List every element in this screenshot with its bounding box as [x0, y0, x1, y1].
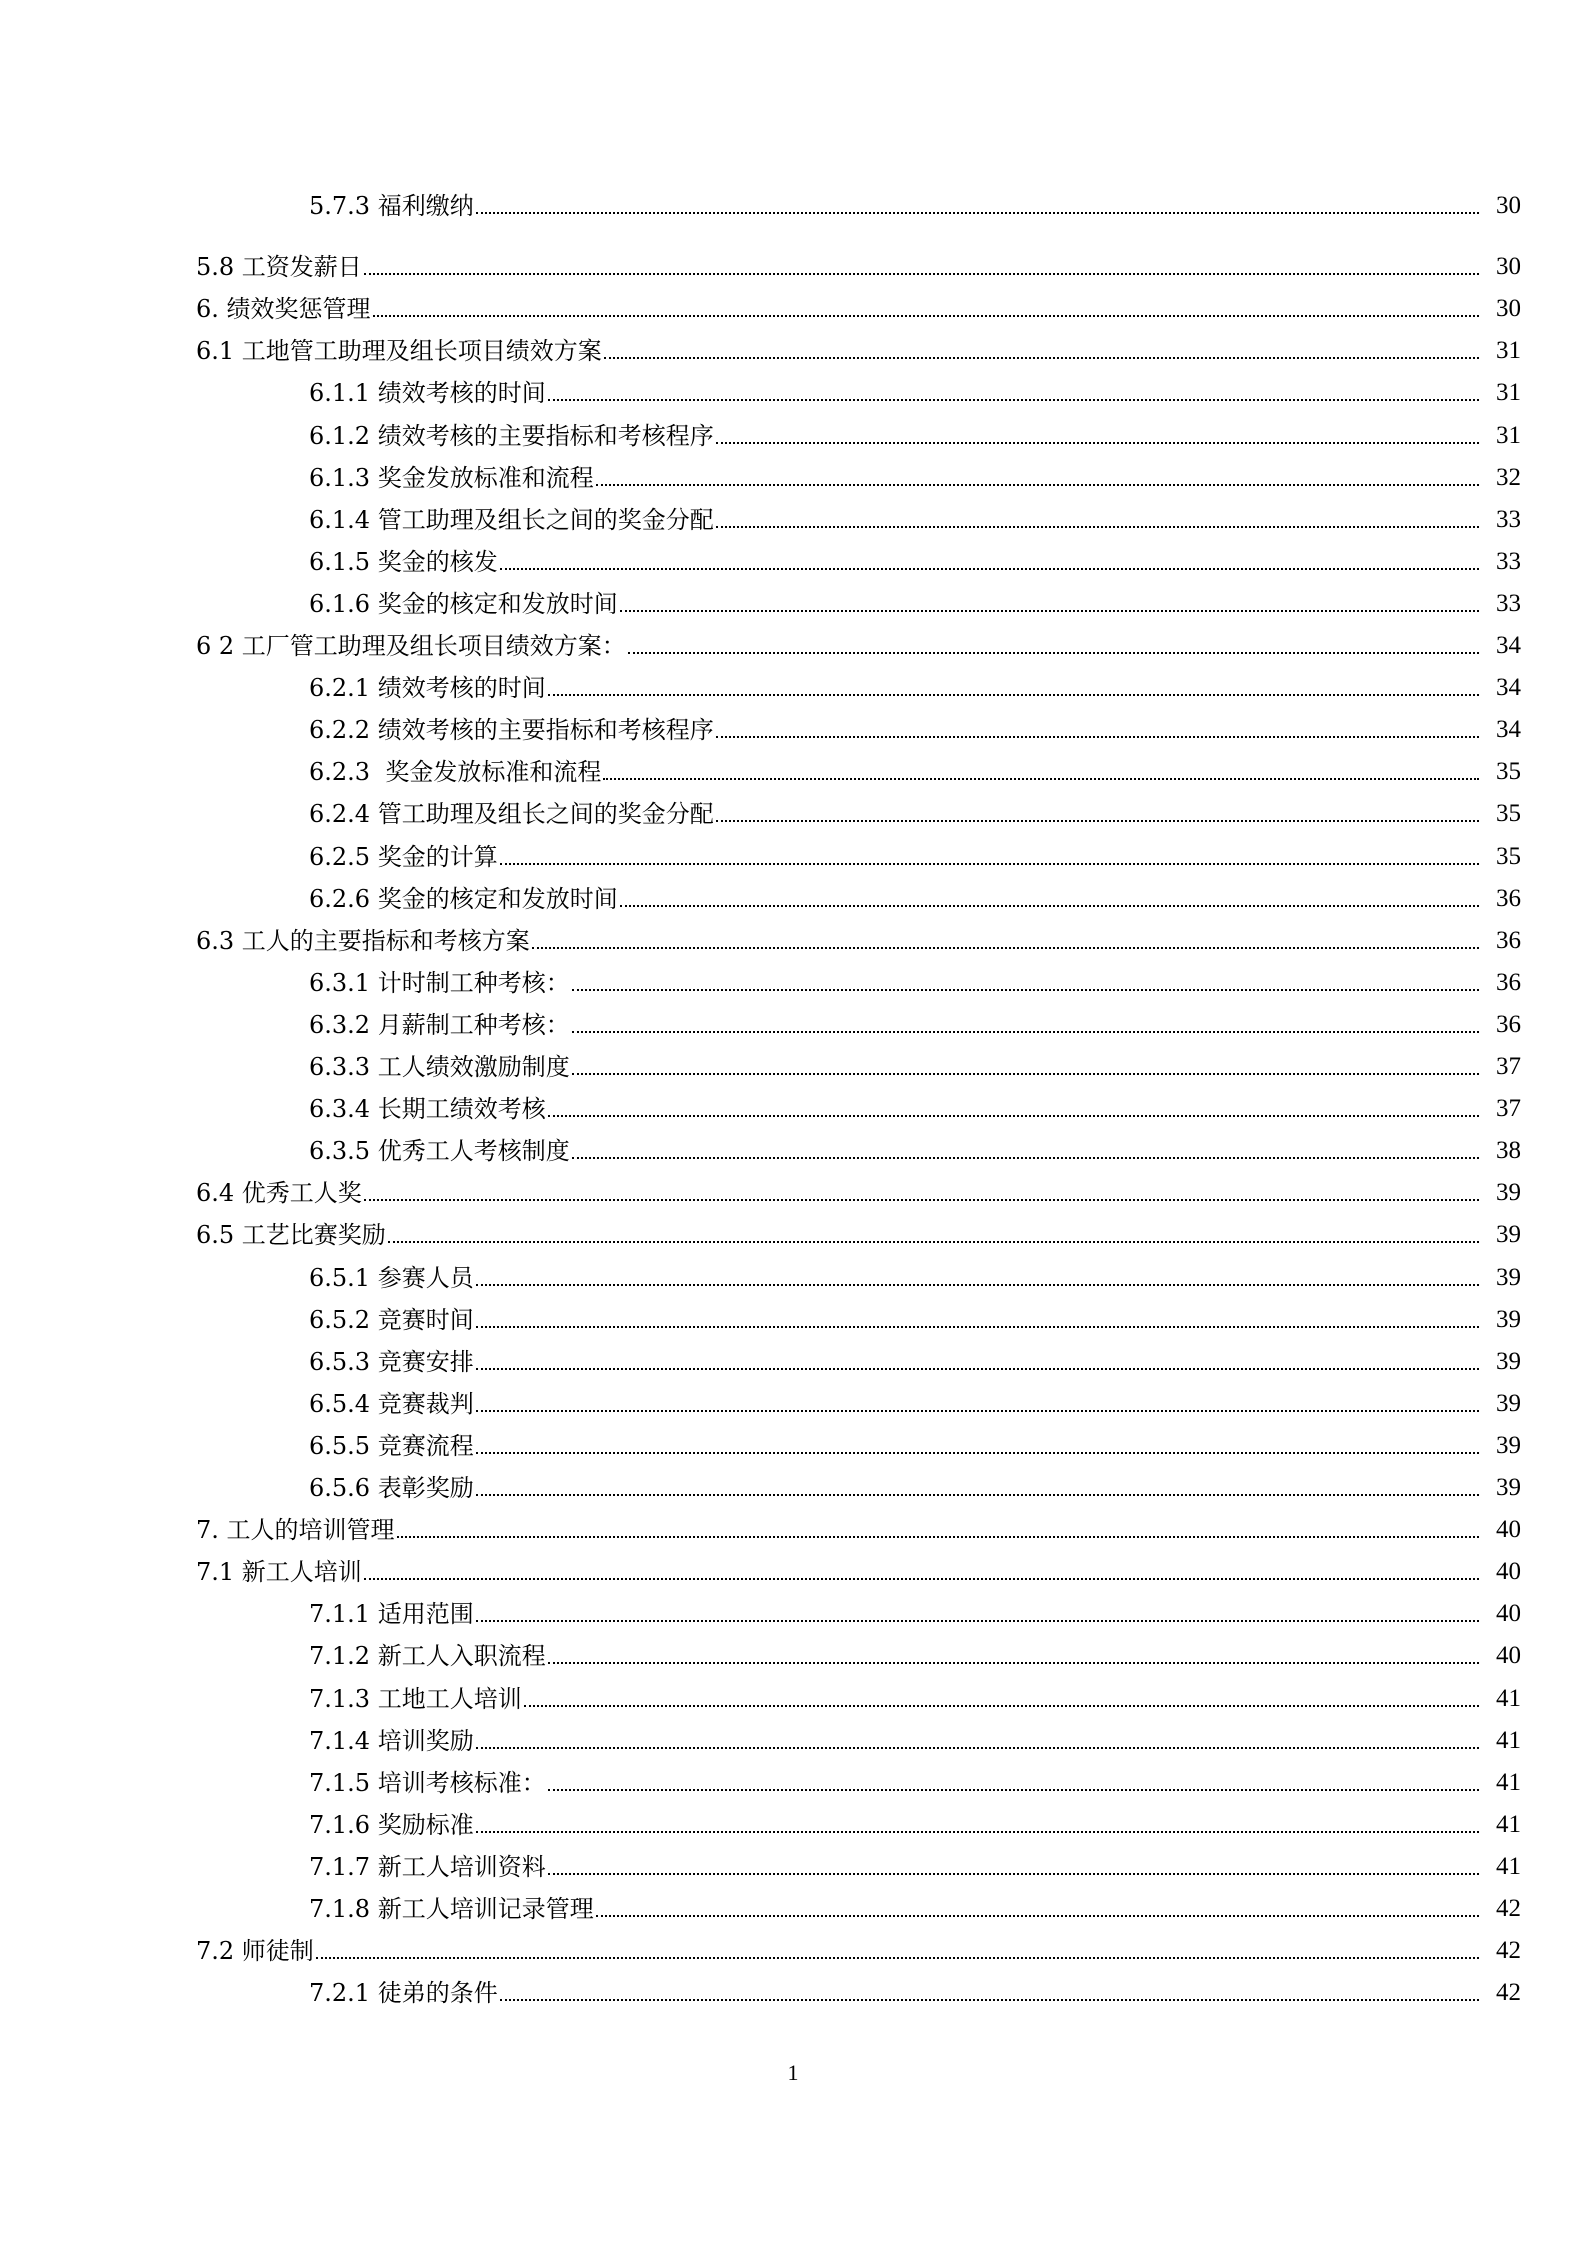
- toc-entry-page: 36: [1496, 885, 1521, 912]
- toc-entry-page: 33: [1496, 590, 1521, 617]
- toc-entry[interactable]: [196, 249, 1521, 285]
- dot-leader: [500, 863, 1479, 865]
- toc-entry-page: 30: [1496, 192, 1521, 219]
- toc-entry[interactable]: [196, 628, 1521, 664]
- toc-entry-title: 6. 绩效奖惩管理: [196, 295, 371, 323]
- toc-entry-title: 6.5.5 竞赛流程: [309, 1432, 474, 1460]
- toc-entry-page: 35: [1496, 800, 1521, 827]
- dot-leader: [500, 1999, 1479, 2001]
- toc-entry-title: 6.5 工艺比赛奖励: [196, 1221, 386, 1249]
- toc-entry-title: 6.3.5 优秀工人考核制度: [309, 1137, 570, 1165]
- toc-entry[interactable]: [309, 418, 1521, 454]
- toc-entry-page: 39: [1496, 1264, 1521, 1291]
- toc-entry[interactable]: [309, 1681, 1521, 1717]
- toc-entry-page: 34: [1496, 716, 1521, 743]
- dot-leader: [620, 905, 1479, 907]
- toc-entry-page: 33: [1496, 506, 1521, 533]
- toc-entry[interactable]: [309, 1302, 1521, 1338]
- toc-entry-title: 6.1 工地管工助理及组长项目绩效方案: [196, 337, 602, 365]
- toc-entry-title: 6.3.2 月薪制工种考核：: [309, 1011, 570, 1039]
- toc-entry-page: 41: [1496, 1685, 1521, 1712]
- toc-entry-page: 40: [1496, 1558, 1521, 1585]
- toc-entry[interactable]: [309, 1133, 1521, 1169]
- toc-entry[interactable]: [309, 502, 1521, 538]
- toc-entry-title: 6.2.3 奖金发放标准和流程: [309, 758, 602, 786]
- toc-entry[interactable]: [309, 1807, 1521, 1843]
- dot-leader: [364, 1578, 1479, 1580]
- toc-entry-page: 37: [1496, 1095, 1521, 1122]
- toc-entry-page: 39: [1496, 1432, 1521, 1459]
- dot-leader: [572, 1157, 1479, 1159]
- dot-leader: [476, 1494, 1479, 1496]
- toc-entry[interactable]: [309, 881, 1521, 917]
- toc-entry[interactable]: [309, 1344, 1521, 1380]
- toc-entry-title: 5.7.3 福利缴纳: [309, 192, 474, 220]
- toc-entry-title: 7.1.1 适用范围: [309, 1600, 474, 1628]
- toc-entry-page: 40: [1496, 1642, 1521, 1669]
- toc-entry-page: 39: [1496, 1474, 1521, 1501]
- toc-entry-page: 38: [1496, 1137, 1521, 1164]
- toc-entry[interactable]: [309, 460, 1521, 496]
- dot-leader: [476, 1452, 1479, 1454]
- toc-entry-title: 6.3.1 计时制工种考核：: [309, 969, 570, 997]
- toc-entry[interactable]: [196, 291, 1521, 327]
- dot-leader: [388, 1241, 1479, 1243]
- dot-leader: [604, 357, 1479, 359]
- dot-leader: [716, 736, 1479, 738]
- toc-entry-page: 31: [1496, 337, 1521, 364]
- dot-leader: [548, 399, 1479, 401]
- toc-entry-page: 42: [1496, 1895, 1521, 1922]
- toc-entry-title: 6.1.3 奖金发放标准和流程: [309, 464, 594, 492]
- toc-entry-page: 37: [1496, 1053, 1521, 1080]
- dot-leader: [316, 1957, 1479, 1959]
- toc-entry[interactable]: [309, 544, 1521, 580]
- toc-entry-page: 41: [1496, 1853, 1521, 1880]
- toc-entry-page: 31: [1496, 379, 1521, 406]
- dot-leader: [364, 273, 1479, 275]
- toc-entry[interactable]: [196, 1512, 1521, 1548]
- toc-entry[interactable]: [309, 188, 1521, 224]
- toc-entry[interactable]: [309, 754, 1521, 790]
- dot-leader: [603, 778, 1479, 780]
- toc-entry[interactable]: [196, 1933, 1521, 1969]
- toc-entry[interactable]: [309, 1091, 1521, 1127]
- toc-entry-title: 7.2 师徒制: [196, 1937, 314, 1965]
- dot-leader: [476, 212, 1479, 214]
- toc-entry-title: 7.1.2 新工人入职流程: [309, 1642, 546, 1670]
- toc-entry-title: 6.3.4 长期工绩效考核: [309, 1095, 546, 1123]
- dot-leader: [532, 947, 1479, 949]
- dot-leader: [476, 1620, 1479, 1622]
- dot-leader: [548, 1662, 1479, 1664]
- dot-leader: [476, 1284, 1479, 1286]
- toc-entry[interactable]: [309, 712, 1521, 748]
- toc-entry-title: 6.1.2 绩效考核的主要指标和考核程序: [309, 422, 714, 450]
- toc-entry[interactable]: [309, 839, 1521, 875]
- toc-entry-page: 41: [1496, 1769, 1521, 1796]
- dot-leader: [476, 1410, 1479, 1412]
- toc-entry[interactable]: [309, 1638, 1521, 1674]
- toc-entry-page: 41: [1496, 1811, 1521, 1838]
- toc-entry-page: 39: [1496, 1179, 1521, 1206]
- toc-entry[interactable]: [196, 1217, 1521, 1253]
- dot-leader: [373, 315, 1479, 317]
- dot-leader: [716, 526, 1479, 528]
- dot-leader: [572, 1073, 1479, 1075]
- toc-entry-title: 7.1.5 培训考核标准：: [309, 1769, 546, 1797]
- toc-entry-page: 31: [1496, 422, 1521, 449]
- dot-leader: [397, 1536, 1479, 1538]
- dot-leader: [524, 1705, 1479, 1707]
- dot-leader: [548, 1789, 1479, 1791]
- toc-entry-title: 7.1.3 工地工人培训: [309, 1685, 522, 1713]
- dot-leader: [620, 610, 1479, 612]
- dot-leader: [476, 1831, 1479, 1833]
- toc-entry-page: 35: [1496, 843, 1521, 870]
- toc-entry-page: 39: [1496, 1348, 1521, 1375]
- toc-entry[interactable]: [309, 1891, 1521, 1927]
- toc-entry[interactable]: [309, 1723, 1521, 1759]
- toc-entry[interactable]: [309, 1765, 1521, 1801]
- toc-entry-title: 7. 工人的培训管理: [196, 1516, 395, 1544]
- toc-entry-title: 7.1.4 培训奖励: [309, 1727, 474, 1755]
- toc-entry[interactable]: [309, 1007, 1521, 1043]
- toc-entry-title: 6.1.4 管工助理及组长之间的奖金分配: [309, 506, 714, 534]
- toc-entry-title: 6.1.5 奖金的核发: [309, 548, 498, 576]
- toc-entry[interactable]: [196, 923, 1521, 959]
- toc-entry-title: 6.1.6 奖金的核定和发放时间: [309, 590, 618, 618]
- toc-entry-page: 39: [1496, 1306, 1521, 1333]
- toc-entry[interactable]: [309, 1260, 1521, 1296]
- toc-entry[interactable]: [309, 375, 1521, 411]
- toc-entry[interactable]: [309, 670, 1521, 706]
- toc-entry-page: 39: [1496, 1390, 1521, 1417]
- toc-entry-title: 7.1.8 新工人培训记录管理: [309, 1895, 594, 1923]
- toc-entry-page: 39: [1496, 1221, 1521, 1248]
- toc-entry[interactable]: [309, 586, 1521, 622]
- toc-entry[interactable]: [309, 1596, 1521, 1632]
- toc-entry-page: 30: [1496, 295, 1521, 322]
- dot-leader: [548, 1115, 1479, 1117]
- toc-entry-page: 33: [1496, 548, 1521, 575]
- toc-entry-title: 6.5.4 竞赛裁判: [309, 1390, 474, 1418]
- dot-leader: [548, 694, 1479, 696]
- dot-leader: [476, 1747, 1479, 1749]
- dot-leader: [596, 484, 1479, 486]
- dot-leader: [716, 820, 1479, 822]
- dot-leader: [716, 442, 1479, 444]
- dot-leader: [628, 652, 1479, 654]
- dot-leader: [364, 1199, 1479, 1201]
- toc-entry-title: 7.1.6 奖励标准: [309, 1811, 474, 1839]
- toc-entry-title: 6.2.6 奖金的核定和发放时间: [309, 885, 618, 913]
- toc-entry-page: 32: [1496, 464, 1521, 491]
- dot-leader: [476, 1368, 1479, 1370]
- toc-entry-title: 6.4 优秀工人奖: [196, 1179, 362, 1207]
- toc-entry-title: 5.8 工资发薪日: [196, 253, 362, 281]
- toc-entry-title: 6.2.4 管工助理及组长之间的奖金分配: [309, 800, 714, 828]
- toc-entry-title: 6.2.2 绩效考核的主要指标和考核程序: [309, 716, 714, 744]
- toc-entry[interactable]: [309, 1386, 1521, 1422]
- toc-entry-page: 34: [1496, 674, 1521, 701]
- toc-entry-title: 7.1 新工人培训: [196, 1558, 362, 1586]
- toc-entry-page: 40: [1496, 1516, 1521, 1543]
- toc-entry-title: 6.5.3 竞赛安排: [309, 1348, 474, 1376]
- dot-leader: [476, 1326, 1479, 1328]
- toc-entry-title: 6 2 工厂管工助理及组长项目绩效方案：: [196, 632, 626, 660]
- toc-entry-title: 7.1.7 新工人培训资料: [309, 1853, 546, 1881]
- toc-entry[interactable]: [309, 796, 1521, 832]
- toc-entry[interactable]: [309, 1049, 1521, 1085]
- toc-entry-page: 30: [1496, 253, 1521, 280]
- dot-leader: [572, 989, 1479, 991]
- toc-entry-page: 42: [1496, 1979, 1521, 2006]
- toc-entry-title: 6.5.2 竞赛时间: [309, 1306, 474, 1334]
- toc-entry-title: 7.2.1 徒弟的条件: [309, 1979, 498, 2007]
- toc-entry[interactable]: [196, 1175, 1521, 1211]
- toc-entry-page: 36: [1496, 1011, 1521, 1038]
- toc-entry[interactable]: [309, 1470, 1521, 1506]
- toc-entry-page: 35: [1496, 758, 1521, 785]
- toc-entry-title: 6.3.3 工人绩效激励制度: [309, 1053, 570, 1081]
- toc-entry-title: 6.2.1 绩效考核的时间: [309, 674, 546, 702]
- toc-entry-title: 6.2.5 奖金的计算: [309, 843, 498, 871]
- toc-entry-page: 36: [1496, 969, 1521, 996]
- page-number: 1: [787, 2060, 799, 2085]
- toc-entry[interactable]: [309, 1975, 1521, 2011]
- dot-leader: [596, 1915, 1479, 1917]
- toc-entry[interactable]: [196, 1554, 1521, 1590]
- toc-entry-page: 42: [1496, 1937, 1521, 1964]
- toc-entry[interactable]: [196, 333, 1521, 369]
- toc-entry-title: 6.5.6 表彰奖励: [309, 1474, 474, 1502]
- toc-entry[interactable]: [309, 1428, 1521, 1464]
- toc-entry-page: 41: [1496, 1727, 1521, 1754]
- toc-entry-title: 6.5.1 参赛人员: [309, 1264, 474, 1292]
- toc-entry-title: 6.3 工人的主要指标和考核方案: [196, 927, 530, 955]
- dot-leader: [500, 568, 1479, 570]
- dot-leader: [548, 1873, 1479, 1875]
- toc-entry-page: 36: [1496, 927, 1521, 954]
- toc-entry-title: 6.1.1 绩效考核的时间: [309, 379, 546, 407]
- toc-entry-page: 40: [1496, 1600, 1521, 1627]
- toc-entry-page: 34: [1496, 632, 1521, 659]
- dot-leader: [572, 1031, 1479, 1033]
- toc-entry[interactable]: [309, 1849, 1521, 1885]
- toc-entry[interactable]: [309, 965, 1521, 1001]
